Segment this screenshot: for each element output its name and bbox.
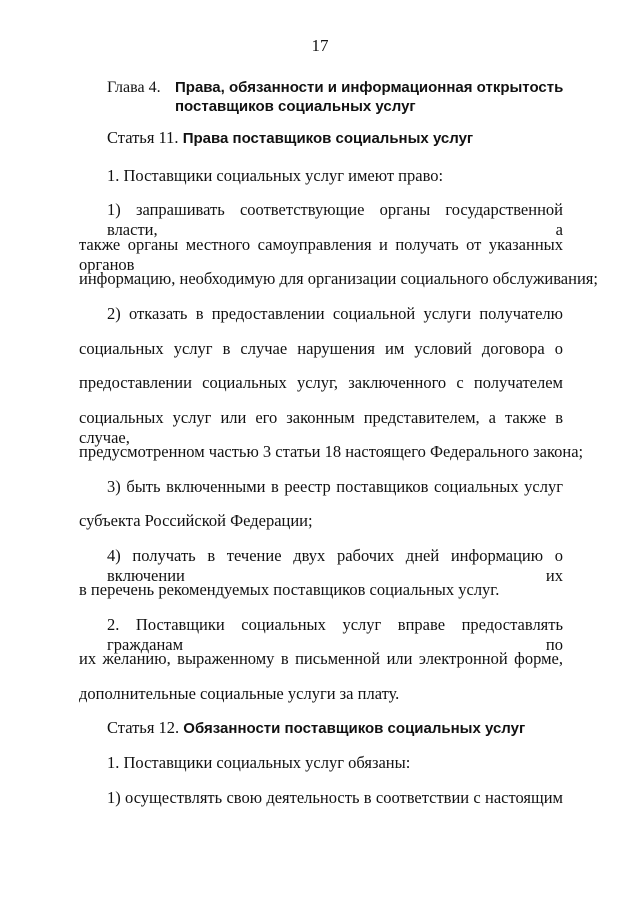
text-line: 3) быть включенными в реестр поставщиков социальных услуг xyxy=(107,477,563,496)
chapter-title xyxy=(175,78,595,116)
text-line: социальных услуг или его законным представителем, а также в случае, xyxy=(79,408,563,447)
article-12-title: Обязанности поставщиков социальных услуг xyxy=(183,720,526,737)
text-line: 2) отказать в предоставлении социальной услуги получателю xyxy=(107,304,563,323)
text-line: дополнительные социальные услуги за плату. xyxy=(79,684,400,703)
text-line: 1) запрашивать соответствующие органы государственной власти, а xyxy=(107,200,563,239)
article-11-title: Права поставщиков социальных услуг xyxy=(182,130,474,147)
text-line: также органы местного самоуправления и получать от указанных органов xyxy=(79,235,563,274)
text-line: 4) получать в течение двух рабочих дней информацию о включении их xyxy=(107,546,563,585)
chapter-label: Глава 4. xyxy=(107,79,161,96)
article-11-heading xyxy=(107,128,563,148)
text-line: предусмотренном частью 3 статьи 18 настоящего Федерального закона; xyxy=(79,442,584,461)
text-line: 2. Поставщики социальных услуг вправе предоставлять гражданам по xyxy=(107,615,563,654)
article-12-heading xyxy=(107,718,563,738)
text-line: субъекта Российской Федерации; xyxy=(79,511,313,530)
page-number: 17 xyxy=(311,36,329,55)
text-line: их желанию, выраженному в письменной или электронной форме, xyxy=(79,649,563,668)
article-12-prefix: Статья 12. xyxy=(107,718,184,737)
chapter-title-line-1: Права, обязанности и информационная открытость xyxy=(175,79,564,96)
text-line: в перечень рекомендуемых поставщиков социальных услуг. xyxy=(79,580,500,599)
text-line: 1. Поставщики социальных услуг имеют право: xyxy=(107,166,444,185)
text-line: 1. Поставщики социальных услуг обязаны: xyxy=(107,753,411,772)
text-line: социальных услуг в случае нарушения им условий договора о xyxy=(79,339,563,358)
text-line: предоставлении социальных услуг, заключенного с получателем xyxy=(79,373,563,392)
chapter-title-line-2: поставщиков социальных услуг xyxy=(175,98,416,115)
article-11-prefix: Статья 11. xyxy=(107,128,183,147)
text-line: 1) осуществлять свою деятельность в соответствии с настоящим xyxy=(107,788,563,807)
text-line: информацию, необходимую для организации социального обслуживания; xyxy=(79,269,598,288)
